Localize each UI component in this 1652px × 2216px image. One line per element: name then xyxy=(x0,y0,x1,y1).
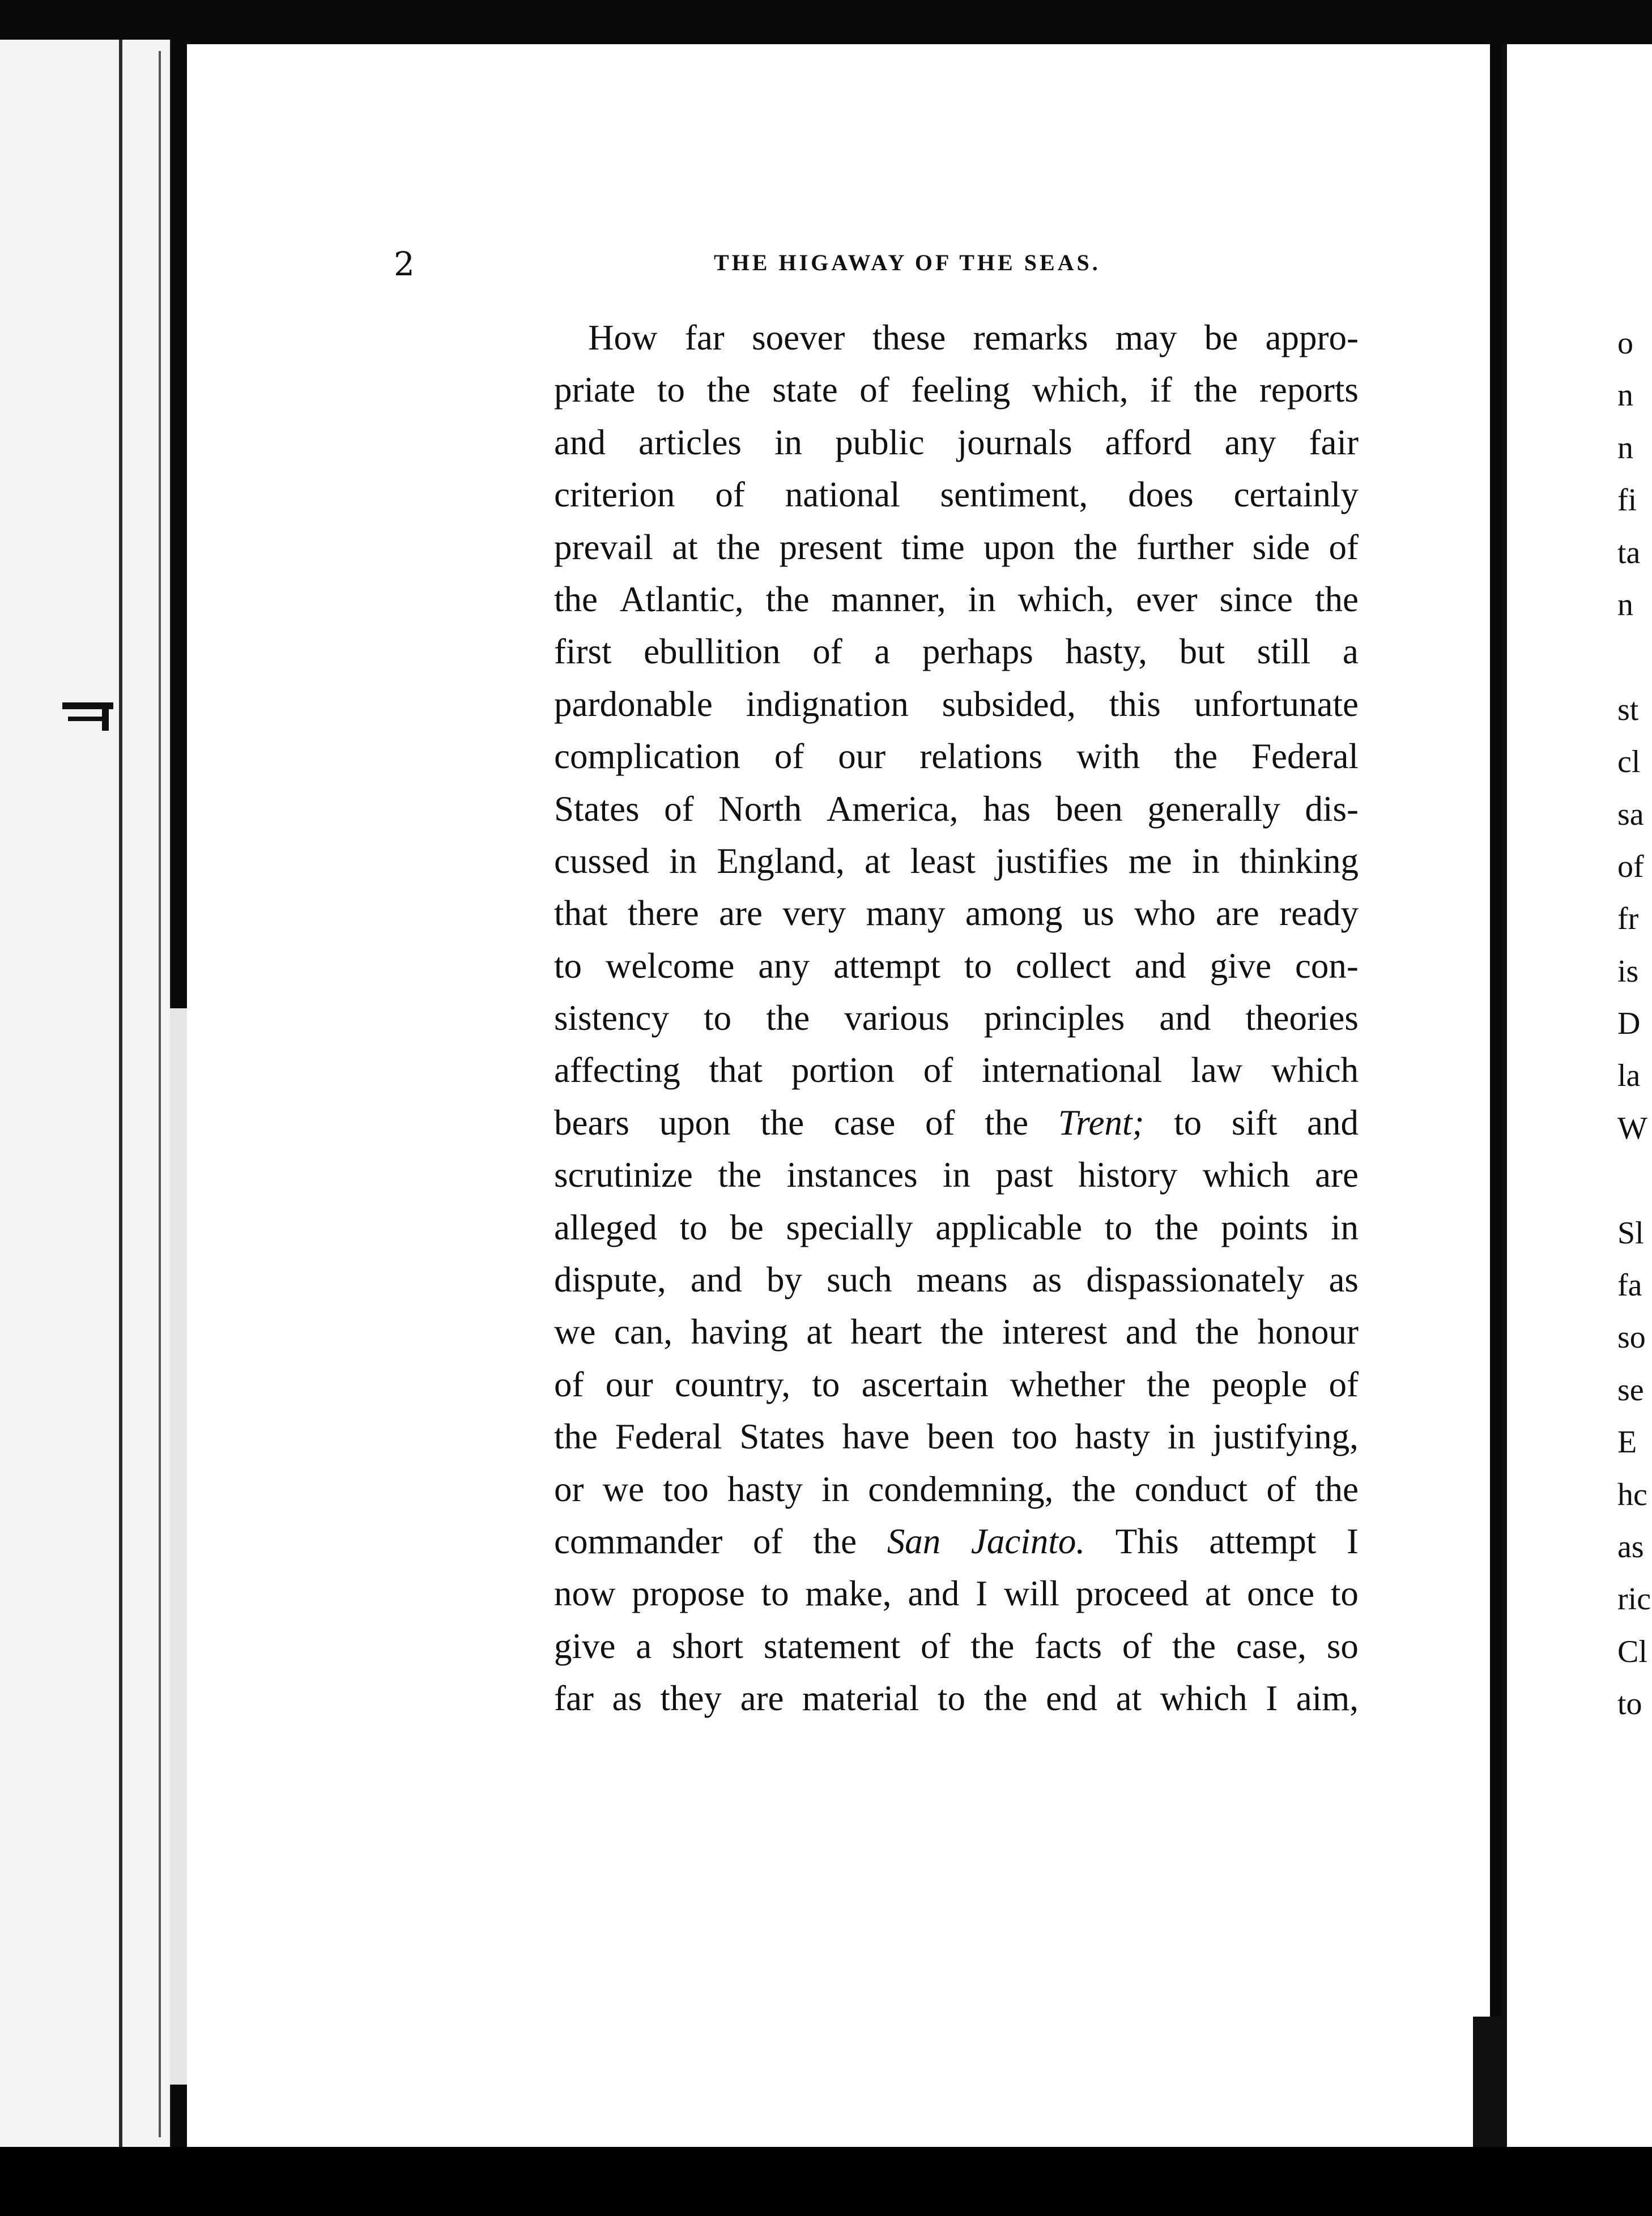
facing-page-fragment: Sl xyxy=(1617,1215,1644,1251)
text-line: How far soever these remarks may be appro- xyxy=(588,318,1359,357)
text-line: far as they are material to the end at which I aim, xyxy=(554,1678,1359,1719)
text-line: affecting that portion of international law which xyxy=(554,1050,1359,1090)
facing-page-fragment: to xyxy=(1617,1686,1642,1722)
facing-page-fragment: st xyxy=(1617,692,1639,727)
body-text xyxy=(554,312,1359,1725)
facing-page-fragment: n xyxy=(1617,378,1633,414)
text-line: criterion of national sentiment, does certainly xyxy=(554,475,1359,515)
text-line: pardonable indignation subsided, this unfortunate xyxy=(554,684,1359,724)
page-fold-shadow xyxy=(1473,2017,1507,2153)
text-line: the Federal States have been too hasty in justifying, xyxy=(554,1417,1359,1457)
text-line: first ebullition of a perhaps hasty, but still a xyxy=(554,632,1359,672)
binding-edge-line xyxy=(119,40,122,2147)
page-edge-shadow xyxy=(170,1008,187,2085)
left-binding-board xyxy=(0,40,171,2147)
binding-edge-line xyxy=(159,51,161,2137)
facing-page-fragment: as xyxy=(1617,1529,1644,1565)
facing-page-fragment: D xyxy=(1617,1006,1641,1042)
facing-page-fragment: fr xyxy=(1617,901,1639,937)
text-line: complication of our relations with the Federal xyxy=(554,736,1359,777)
binding-mark xyxy=(102,708,109,731)
text-line: to welcome any attempt to collect and give con- xyxy=(554,945,1359,986)
page-header xyxy=(394,245,1360,283)
facing-page-fragment: of xyxy=(1617,849,1644,884)
facing-page-fragment: is xyxy=(1617,953,1639,989)
text-line: give a short statement of the facts of the case, so xyxy=(554,1626,1359,1666)
text-line: or we too hasty in condemning, the conduct of the xyxy=(554,1469,1359,1509)
text-line: now propose to make, and I will proceed at once to xyxy=(554,1574,1359,1614)
facing-page-fragment: fi xyxy=(1617,483,1637,518)
text-line: of our country, to ascertain whether the people of xyxy=(554,1364,1359,1404)
facing-page-fragment: hc xyxy=(1617,1477,1647,1512)
text-line: priate to the state of feeling which, if the reports xyxy=(554,370,1359,410)
facing-page-fragment: so xyxy=(1617,1320,1646,1356)
binding-mark xyxy=(68,717,102,721)
text-line: scrutinize the instances in past history which are xyxy=(554,1155,1359,1195)
facing-page-fragment: cl xyxy=(1617,744,1641,780)
facing-page-fragment xyxy=(1617,1154,1652,1207)
facing-page-fragment: fa xyxy=(1617,1268,1642,1303)
text-line: States of North America, has been generally dis- xyxy=(554,789,1359,829)
facing-page-fragment: o xyxy=(1617,326,1633,361)
facing-page-fragment: la xyxy=(1617,1058,1641,1094)
scanner-background xyxy=(0,2147,1652,2216)
text-line: we can, having at heart the interest and the honour xyxy=(554,1312,1359,1352)
facing-page-fragment: n xyxy=(1617,430,1633,466)
text-line: alleged to be specially applicable to the points in xyxy=(554,1207,1359,1247)
text-line: commander of the San Jacinto. This attempt I xyxy=(554,1521,1359,1561)
facing-page-fragment: ta xyxy=(1617,535,1641,570)
text-line: the Atlantic, the manner, in which, ever since the xyxy=(554,579,1359,619)
facing-page-fragment: n xyxy=(1617,587,1633,623)
running-head: THE HIGAWAY OF THE SEAS. xyxy=(714,250,1101,275)
facing-page-text-fragments xyxy=(1617,317,1652,1731)
facing-page-fragment: Cl xyxy=(1617,1634,1647,1669)
facing-page-fragment: se xyxy=(1617,1372,1644,1408)
facing-page-fragment: W xyxy=(1617,1110,1647,1146)
text-line: dispute, and by such means as dispassionately as xyxy=(554,1260,1359,1300)
text-line: bears upon the case of the Trent; to sift and xyxy=(554,1102,1359,1143)
text-line: prevail at the present time upon the further side of xyxy=(554,527,1359,567)
facing-page-fragment xyxy=(1617,631,1652,683)
text-line: sistency to the various principles and theories xyxy=(554,998,1359,1038)
text-line: and articles in public journals afford any fair xyxy=(554,422,1359,462)
page-number: 2 xyxy=(394,245,415,283)
text-line: cussed in England, at least justifies me in thinking xyxy=(554,841,1359,881)
facing-page-fragment: E xyxy=(1617,1425,1637,1460)
facing-page-fragment: sa xyxy=(1617,796,1644,832)
facing-page-fragment: ric xyxy=(1617,1582,1651,1617)
text-line: that there are very many among us who are ready xyxy=(554,893,1359,934)
